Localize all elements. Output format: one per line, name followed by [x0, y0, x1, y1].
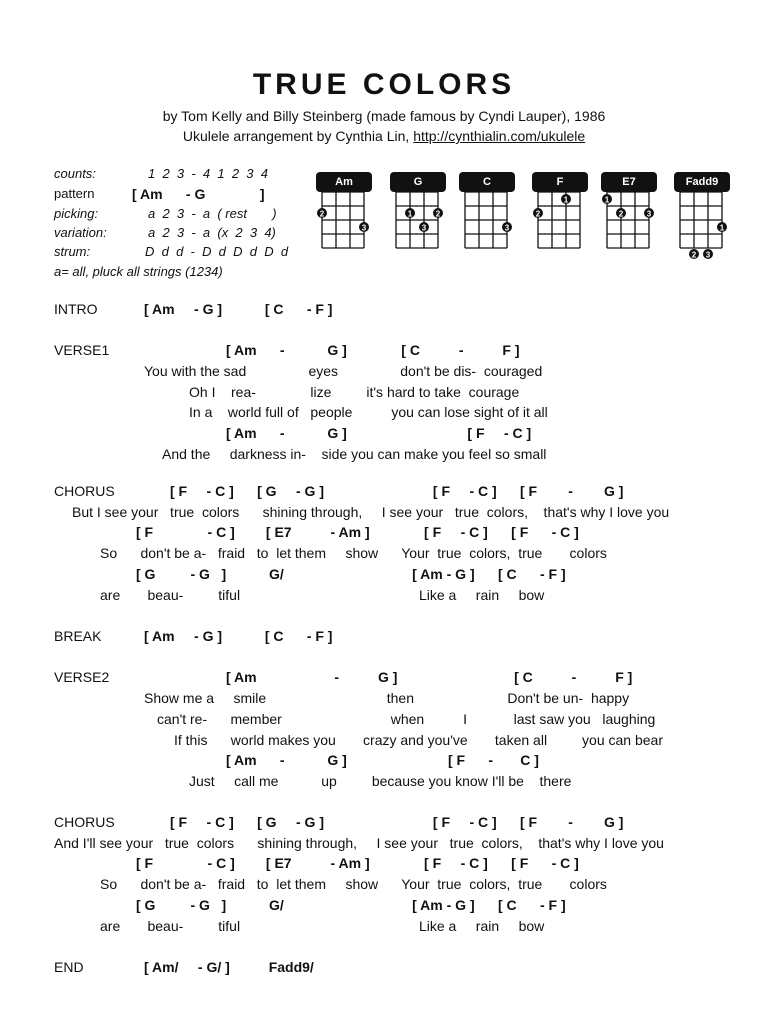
chorus2-lyric-3: are beau- tiful Like a rain bow	[100, 918, 545, 934]
chord-name-fadd9: Fadd9	[674, 172, 730, 192]
break-chords: [ Am - G ] [ C - F ]	[144, 628, 333, 644]
chord-diagram-g	[390, 172, 446, 252]
chorus-chords-2: [ F - C ] [ E7 - Am ] [ F - C ] [ F - C ]	[136, 524, 579, 540]
svg-text:2: 2	[319, 209, 325, 219]
chord-name-e7: E7	[601, 172, 657, 192]
svg-text:1: 1	[719, 223, 725, 233]
pattern-label: pattern	[54, 186, 95, 201]
chorus-lyric-3: are beau- tiful Like a rain bow	[100, 587, 545, 603]
variation-value: a 2 3 - a (x 2 3 4)	[148, 225, 276, 240]
chord-name-am: Am	[316, 172, 372, 192]
svg-text:3: 3	[504, 223, 510, 233]
section-intro: INTRO	[54, 301, 98, 317]
verse1-chords-2: [ Am - G ] [ F - C ]	[226, 425, 532, 441]
byline: by Tom Kelly and Billy Steinberg (made famous by Cyndi Lauper), 1986	[162, 108, 606, 124]
counts-label: counts:	[54, 166, 96, 181]
verse2-lyric-1: Show me a smile then Don't be un- happy	[144, 690, 630, 706]
pluck-note: a= all, pluck all strings (1234)	[54, 264, 223, 279]
song-title: TRUE COLORS	[252, 68, 516, 101]
chorus-chords-1: [ F - C ] [ G - G ] [ F - C ] [ F - G ]	[170, 483, 624, 499]
chord-name-g: G	[390, 172, 446, 192]
arrangement-line	[0, 128, 768, 144]
chord-diagram-am	[316, 172, 372, 252]
svg-text:2: 2	[691, 250, 697, 260]
chorus-chords-3: [ G - G ] G/ [ Am - G ] [ C - F ]	[136, 566, 566, 582]
chorus2-chords-3: [ G - G ] G/ [ Am - G ] [ C - F ]	[136, 897, 566, 913]
chord-name-c: C	[459, 172, 515, 192]
chord-diagram-fadd9	[674, 172, 730, 262]
chord-name-f: F	[532, 172, 588, 192]
verse1-lyric-4: And the darkness in- side you can make you feel so small	[162, 446, 547, 462]
variation-label: variation:	[54, 225, 107, 240]
picking-value: a 2 3 - a ( rest )	[148, 206, 277, 221]
verse2-chords-1: [ Am - G ] [ C - F ]	[226, 669, 633, 685]
section-chorus: CHORUS	[54, 483, 115, 499]
counts-value: 1 2 3 - 4 1 2 3 4	[148, 166, 268, 181]
svg-text:1: 1	[407, 209, 413, 219]
chord-diagram-f	[532, 172, 588, 252]
chorus-lyric-2: So don't be a- fraid to let them show Your true colors, true colors	[100, 545, 607, 561]
svg-text:2: 2	[535, 209, 541, 219]
verse1-lyric-2: Oh I rea- lize it's hard to take courage	[189, 384, 520, 400]
svg-text:3: 3	[361, 223, 367, 233]
picking-label: picking:	[54, 206, 99, 221]
svg-text:3: 3	[421, 223, 427, 233]
end-chords: [ Am/ - G/ ] Fadd9/	[144, 959, 314, 975]
svg-text:3: 3	[646, 209, 652, 219]
intro-chords: [ Am - G ] [ C - F ]	[144, 301, 333, 317]
arrangement-link[interactable]: http://cynthialin.com/ukulele	[413, 128, 586, 144]
section-verse2: VERSE2	[54, 669, 110, 685]
strum-label: strum:	[54, 244, 91, 259]
svg-text:2: 2	[435, 209, 441, 219]
verse2-lyric-2: can't re- member when I last saw you laughing	[157, 711, 656, 727]
chorus2-chords-2: [ F - C ] [ E7 - Am ] [ F - C ] [ F - C ]	[136, 855, 579, 871]
section-end: END	[54, 959, 84, 975]
svg-text:3: 3	[705, 250, 711, 260]
verse2-chords-2: [ Am - G ] [ F - C ]	[226, 752, 539, 768]
verse2-lyric-4: Just call me up because you know I'll be there	[189, 773, 572, 789]
chorus-lyric-1: But I see your true colors shining through, I see your true colors, that's why I love you	[72, 504, 670, 520]
verse1-lyric-1: You with the sad eyes don't be dis- couraged	[144, 363, 543, 379]
section-break: BREAK	[54, 628, 102, 644]
verse1-lyric-3: In a world full of people you can lose sight of it all	[189, 404, 548, 420]
verse1-chords-1: [ Am - G ] [ C - F ]	[226, 342, 520, 358]
section-verse1: VERSE1	[54, 342, 110, 358]
chord-diagram-c	[459, 172, 515, 252]
verse2-lyric-3: If this world makes you crazy and you've taken all you can bear	[174, 732, 664, 748]
arrangement-text: Ukulele arrangement by Cynthia Lin,	[182, 128, 410, 144]
chorus2-chords-1: [ F - C ] [ G - G ] [ F - C ] [ F - G ]	[170, 814, 624, 830]
chord-diagram-e7	[601, 172, 657, 252]
chorus2-lyric-1: And I'll see your true colors shining through, I see your true colors, that's why I love you	[54, 835, 664, 851]
pattern-value: [ Am - G ]	[132, 186, 265, 202]
chorus2-lyric-2: So don't be a- fraid to let them show Your true colors, true colors	[100, 876, 607, 892]
section-chorus-2: CHORUS	[54, 814, 115, 830]
strum-value: D d d - D d D d D d	[145, 244, 289, 259]
svg-text:1: 1	[604, 195, 610, 205]
svg-text:2: 2	[618, 209, 624, 219]
svg-text:1: 1	[563, 195, 569, 205]
